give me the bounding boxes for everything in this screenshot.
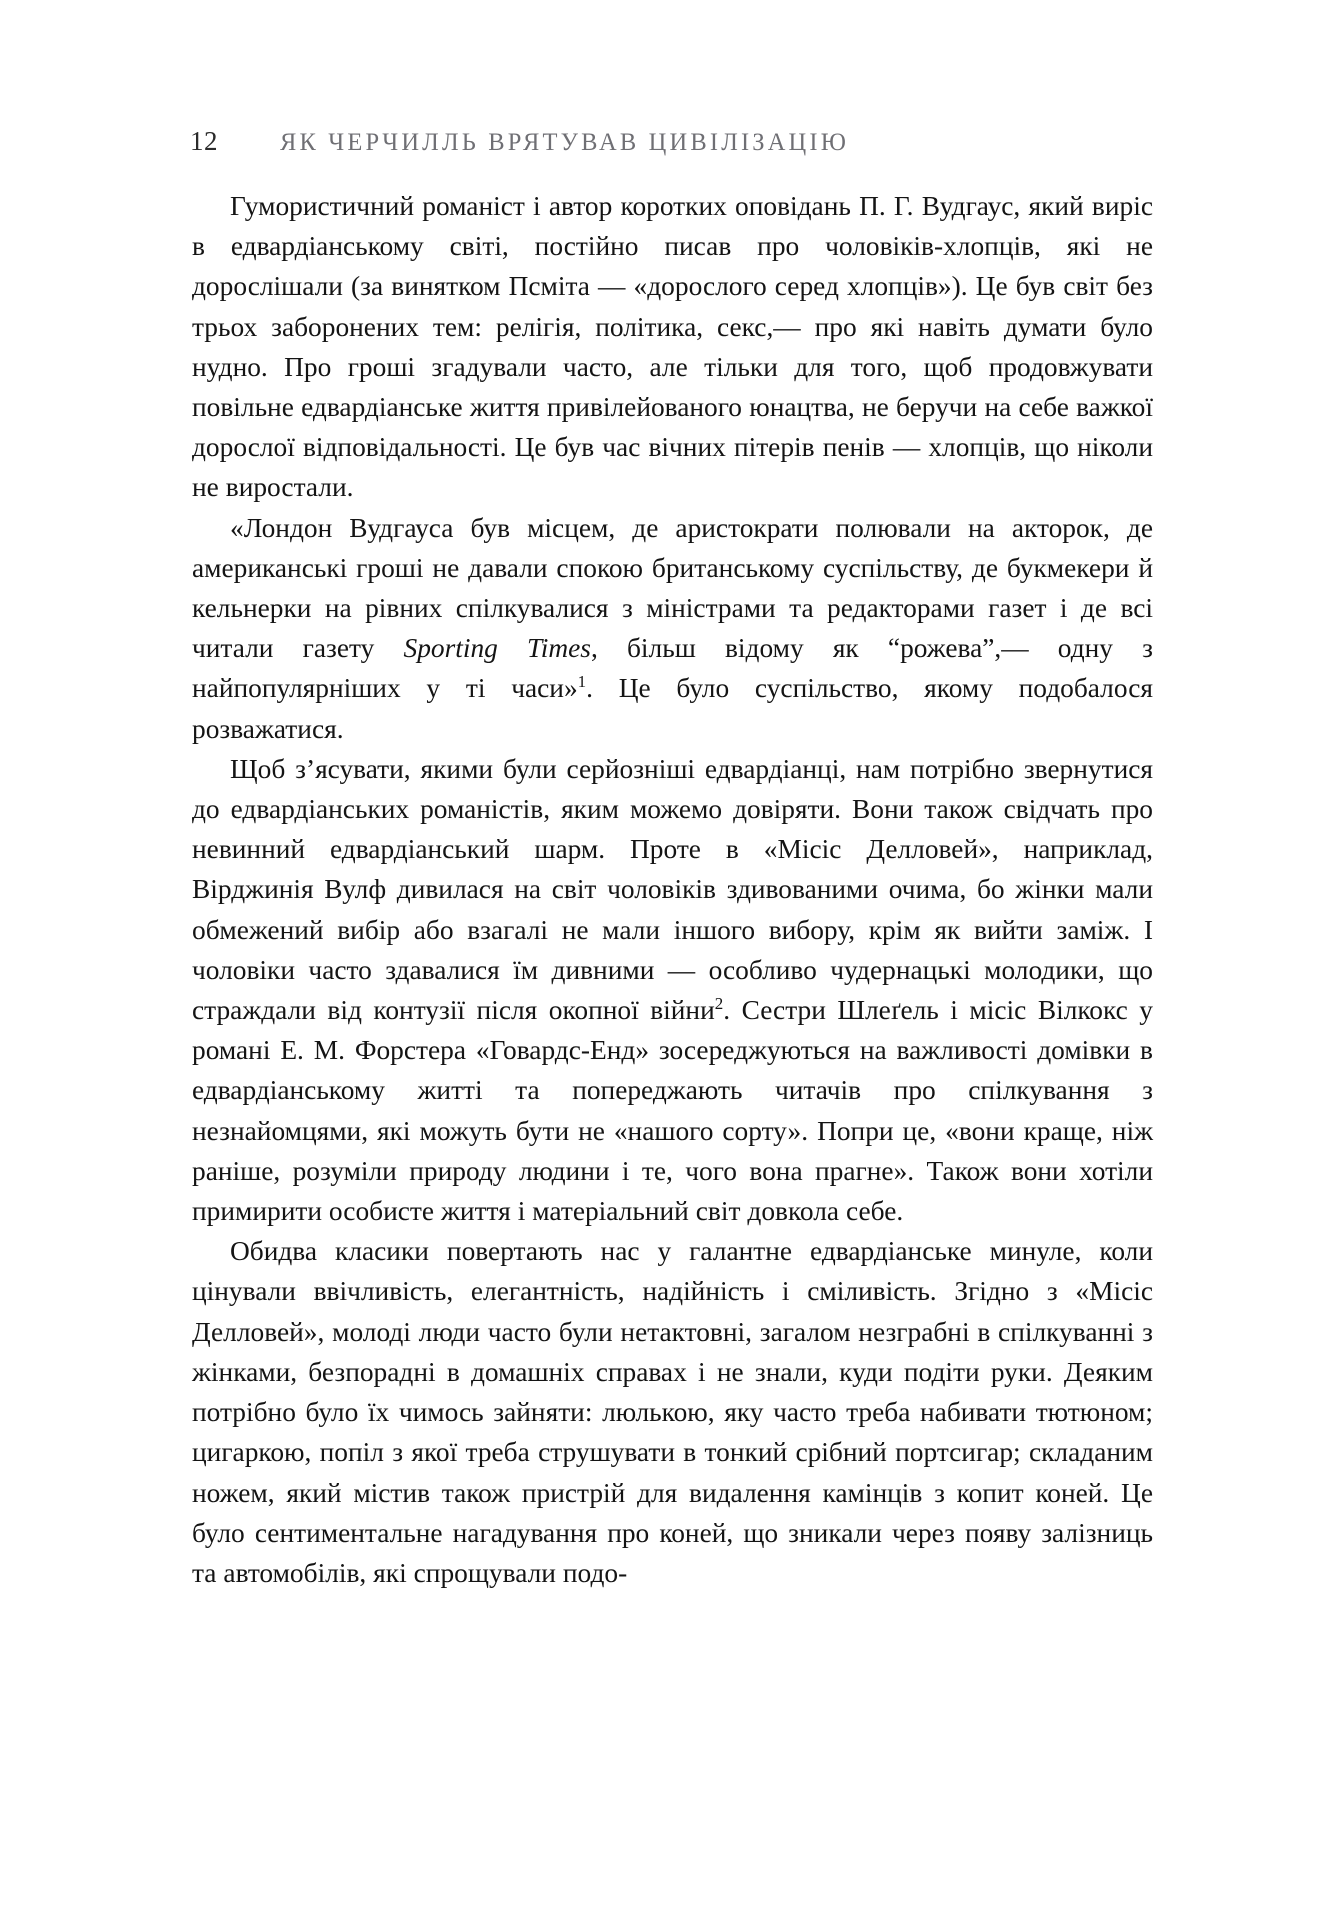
italic-title: Sporting Times [403,633,591,664]
text-run: . Сестри Шлеґель і місіс Вілкокс у романі Е. М. Форстера «Говардс-Енд» зосереджуються на важливості домівки в едвардіанському житті та попереджають читачів про спілкування з незнайомцями, які можуть бути не «нашого сорту». Попри це, «вони краще, ніж раніше, розуміли природу людини і те, чого вона прагне». Також вони хотіли примирити особисте життя і матеріальний світ довкола себе. [192,995,1153,1227]
text-run: Обидва класики повертають нас у галантне едвардіанське минуле, коли цінували ввічливість, елегантність, надійність і сміливість. Згідно з «Місіс Делловей», молоді люди часто були нетактовні, загалом незграбні в спілкуванні з жінками, безпорадні в домашніх справах і не знали, куди подіти руки. Деяким потрібно було їх чимось зайняти: люлькою, яку часто треба набивати тютюном; цигаркою, попіл з якої треба струшувати в тонкий срібний портсигар; складаним ножем, який містив також пристрій для видалення камінців з копит коней. Це було сентиментальне нагадування про коней, що зникали через появу залізниць та автомобілів, які спрощували подо- [192,1236,1153,1588]
text-run: Гумористичний романіст і автор коротких оповідань П. Г. Вудгаус, який виріс в едвардіанському світі, постійно писав про чоловіків-хлопців, які не дорослішали (за винятком Псміта — «дорослого серед хлопців»). Це був світ без трьох заборонених тем: релігія, політика, секс,— про які навіть думати було нудно. Про гроші згадували часто, але тільки для того, щоб продовжувати повільне едвардіанське життя привілейованого юнацтва, не беручи на себе важкої дорослої відповідальності. Це був час вічних пітерів пенів — хлопців, що ніколи не виростали. [192,191,1153,503]
text-run: «Лондон Вудгауса був місцем, де аристократи полювали на акторок, де американські гроші не давали спокою британському суспільству, де букмекери й кельнерки на рівних спілкувалися з міністрами та редакторами газет і де всі читали газету [192,512,1153,664]
text-run: Щоб з’ясувати, якими були серйозніші едвардіанці, нам потрібно звернутися до едвардіанських романістів, яким можемо довіряти. Вони також свідчать про невинний едвардіанський шарм. Проте в «Місіс Делловей», наприклад, Вірджинія Вулф дивилася на світ чоловіків здивованими очима, бо жінки мали обмежений вибір або взагалі не мали іншого вибору, крім як вийти заміж. І чоловіки часто здавалися їм дивними — особливо чудернацькі молодики, що страждали від контузії після окопної війни [192,753,1153,1026]
text-run: . Це було суспільство, якому подобалося розважатися. [192,673,1153,744]
running-head [190,126,1155,160]
paragraph [192,186,1153,508]
page-number: 12 [190,126,218,156]
footnote-marker[interactable]: 1 [577,672,587,692]
text-run: , більш відому як “рожева”,— одну з найпопулярніших у ті часи» [192,633,1153,704]
paragraph [192,1231,1153,1593]
paragraph [192,508,1153,749]
footnote-marker[interactable]: 2 [714,993,724,1013]
body-text-block [192,186,1153,1593]
running-head-title: ЯК ЧЕРЧИЛЛЬ ВРЯТУВАВ ЦИВІЛІЗАЦІЮ [280,127,850,156]
paragraph [192,749,1153,1231]
